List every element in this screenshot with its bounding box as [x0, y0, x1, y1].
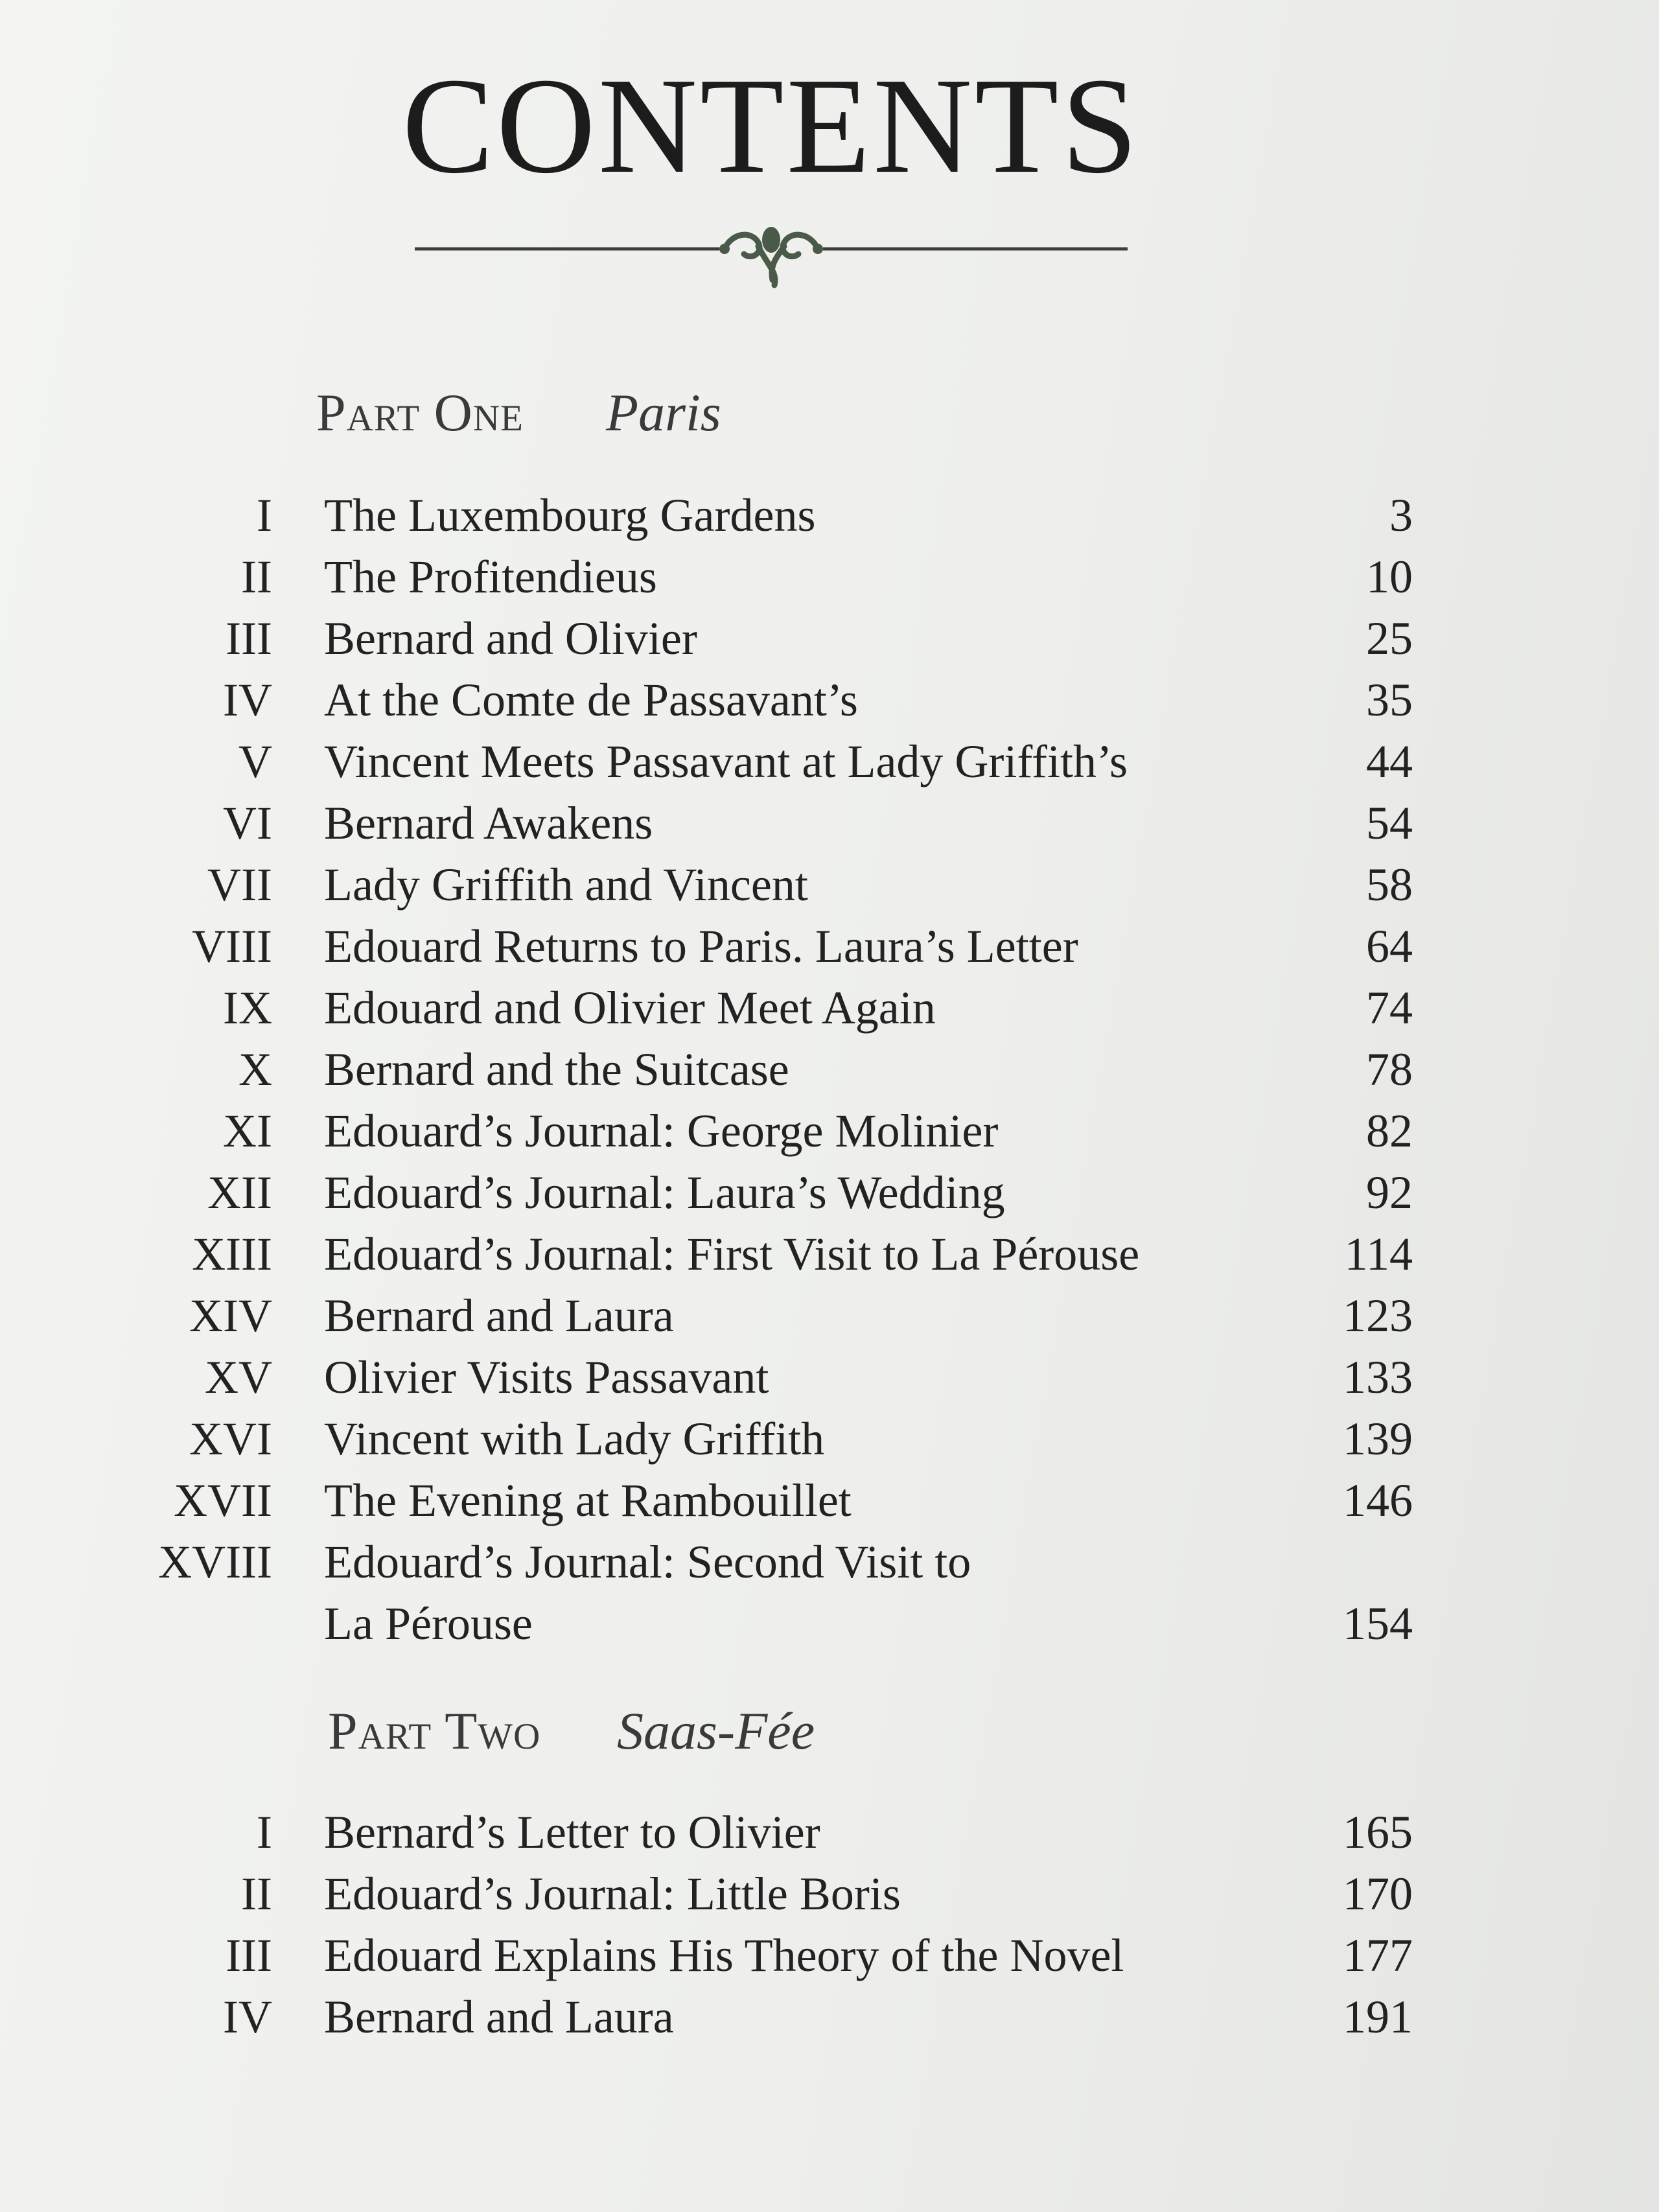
chapter-row[interactable]	[0, 1408, 1659, 1470]
chapter-number: IV	[223, 674, 272, 726]
chapter-page: 58	[1366, 859, 1413, 911]
part-two-label: Part Two	[328, 1701, 541, 1760]
chapter-page: 139	[1343, 1413, 1413, 1465]
chapter-number: VI	[223, 797, 272, 849]
chapter-row[interactable]	[0, 916, 1659, 977]
chapter-number: XVI	[189, 1413, 272, 1465]
chapter-title: Edouard’s Journal: George Molinier	[324, 1105, 999, 1157]
chapter-title: Bernard’s Letter to Olivier	[324, 1806, 820, 1858]
chapter-row[interactable]	[0, 1285, 1659, 1347]
chapter-page: 165	[1343, 1806, 1413, 1858]
chapter-row[interactable]	[0, 608, 1659, 669]
chapter-title: Bernard and Laura	[324, 1290, 674, 1342]
chapter-page: 146	[1343, 1474, 1413, 1526]
chapter-number: XIII	[192, 1228, 272, 1280]
chapter-row[interactable]	[0, 854, 1659, 916]
chapter-number: XVII	[174, 1474, 272, 1526]
chapter-number: II	[241, 551, 272, 603]
chapter-row[interactable]	[0, 793, 1659, 854]
chapter-row[interactable]	[0, 546, 1659, 608]
chapter-page: 78	[1366, 1043, 1413, 1095]
chapter-number: II	[241, 1868, 272, 1920]
chapter-page: 170	[1343, 1868, 1413, 1920]
chapter-title: Edouard and Olivier Meet Again	[324, 982, 936, 1034]
chapter-page: 10	[1366, 551, 1413, 603]
part-two-name: Saas-Fée	[617, 1701, 815, 1760]
chapter-title: At the Comte de Passavant’s	[324, 674, 858, 726]
chapter-row-continuation[interactable]	[0, 1593, 1659, 1655]
chapter-row[interactable]	[0, 1100, 1659, 1162]
chapter-number: III	[226, 612, 272, 664]
chapter-row[interactable]	[0, 1863, 1659, 1925]
chapter-row[interactable]	[0, 485, 1659, 546]
chapter-row[interactable]	[0, 1802, 1659, 1863]
chapter-title: Edouard Explains His Theory of the Novel	[324, 1929, 1124, 1981]
chapter-page: 54	[1366, 797, 1413, 849]
chapter-row[interactable]	[0, 1347, 1659, 1408]
chapter-row[interactable]	[0, 1470, 1659, 1531]
chapter-number: XIV	[189, 1290, 272, 1342]
chapter-row[interactable]	[0, 1986, 1659, 2048]
chapter-page: 154	[1343, 1598, 1413, 1649]
chapter-title: The Evening at Rambouillet	[324, 1474, 852, 1526]
chapter-number: XV	[205, 1351, 272, 1403]
chapter-number: IV	[223, 1991, 272, 2043]
chapter-title: Bernard Awakens	[324, 797, 653, 849]
chapter-number: I	[257, 489, 272, 541]
chapter-number: XII	[207, 1167, 272, 1218]
chapter-number: V	[238, 736, 272, 787]
part-one-label: Part One	[316, 383, 524, 442]
chapter-page: 114	[1344, 1228, 1413, 1280]
chapter-row[interactable]	[0, 669, 1659, 731]
chapter-number: IX	[223, 982, 272, 1034]
chapter-number: III	[226, 1929, 272, 1981]
chapter-page: 25	[1366, 612, 1413, 664]
chapter-number: X	[238, 1043, 272, 1095]
chapter-title: Vincent Meets Passavant at Lady Griffith’s	[324, 736, 1128, 787]
chapter-page: 82	[1366, 1105, 1413, 1157]
chapter-number: XI	[223, 1105, 272, 1157]
chapter-number: VII	[207, 859, 272, 911]
chapter-title: Bernard and the Suitcase	[324, 1043, 789, 1095]
chapter-page: 74	[1366, 982, 1413, 1034]
part-one-heading	[0, 382, 1659, 454]
chapter-page: 177	[1343, 1929, 1413, 1981]
page-title: CONTENTS	[402, 49, 1141, 202]
chapter-title: Bernard and Olivier	[324, 612, 697, 664]
chapter-page: 92	[1366, 1167, 1413, 1218]
chapter-title: The Luxembourg Gardens	[324, 489, 816, 541]
chapter-page: 3	[1389, 489, 1413, 541]
chapter-page: 35	[1366, 674, 1413, 726]
chapter-page: 44	[1366, 736, 1413, 787]
chapter-row[interactable]	[0, 1531, 1659, 1593]
chapter-title: Edouard’s Journal: First Visit to La Pérouse	[324, 1228, 1140, 1280]
chapter-title: Edouard Returns to Paris. Laura’s Letter	[324, 920, 1078, 972]
chapter-title-continuation: La Pérouse	[324, 1598, 533, 1649]
chapter-page: 123	[1343, 1290, 1413, 1342]
chapter-title: Bernard and Laura	[324, 1991, 674, 2043]
part-two-heading	[0, 1701, 1659, 1772]
chapter-title: Vincent with Lady Griffith	[324, 1413, 825, 1465]
chapter-number: XVIII	[158, 1536, 272, 1588]
chapter-row[interactable]	[0, 1925, 1659, 1986]
chapter-title: Olivier Visits Passavant	[324, 1351, 769, 1403]
chapter-title: The Profitendieus	[324, 551, 657, 603]
chapter-row[interactable]	[0, 1039, 1659, 1100]
chapter-page: 191	[1343, 1991, 1413, 2043]
chapter-number: I	[257, 1806, 272, 1858]
chapter-row[interactable]	[0, 1162, 1659, 1224]
chapter-page: 64	[1366, 920, 1413, 972]
chapter-page: 133	[1343, 1351, 1413, 1403]
chapter-row[interactable]	[0, 731, 1659, 793]
chapter-title: Edouard’s Journal: Laura’s Wedding	[324, 1167, 1005, 1218]
chapter-row[interactable]	[0, 977, 1659, 1039]
chapter-title: Edouard’s Journal: Second Visit to	[324, 1536, 971, 1588]
chapter-row[interactable]	[0, 1224, 1659, 1285]
chapter-title: Edouard’s Journal: Little Boris	[324, 1868, 901, 1920]
part-one-name: Paris	[606, 383, 721, 442]
ornament-divider-icon	[415, 220, 1128, 298]
chapter-title: Lady Griffith and Vincent	[324, 859, 808, 911]
chapter-number: VIII	[192, 920, 272, 972]
